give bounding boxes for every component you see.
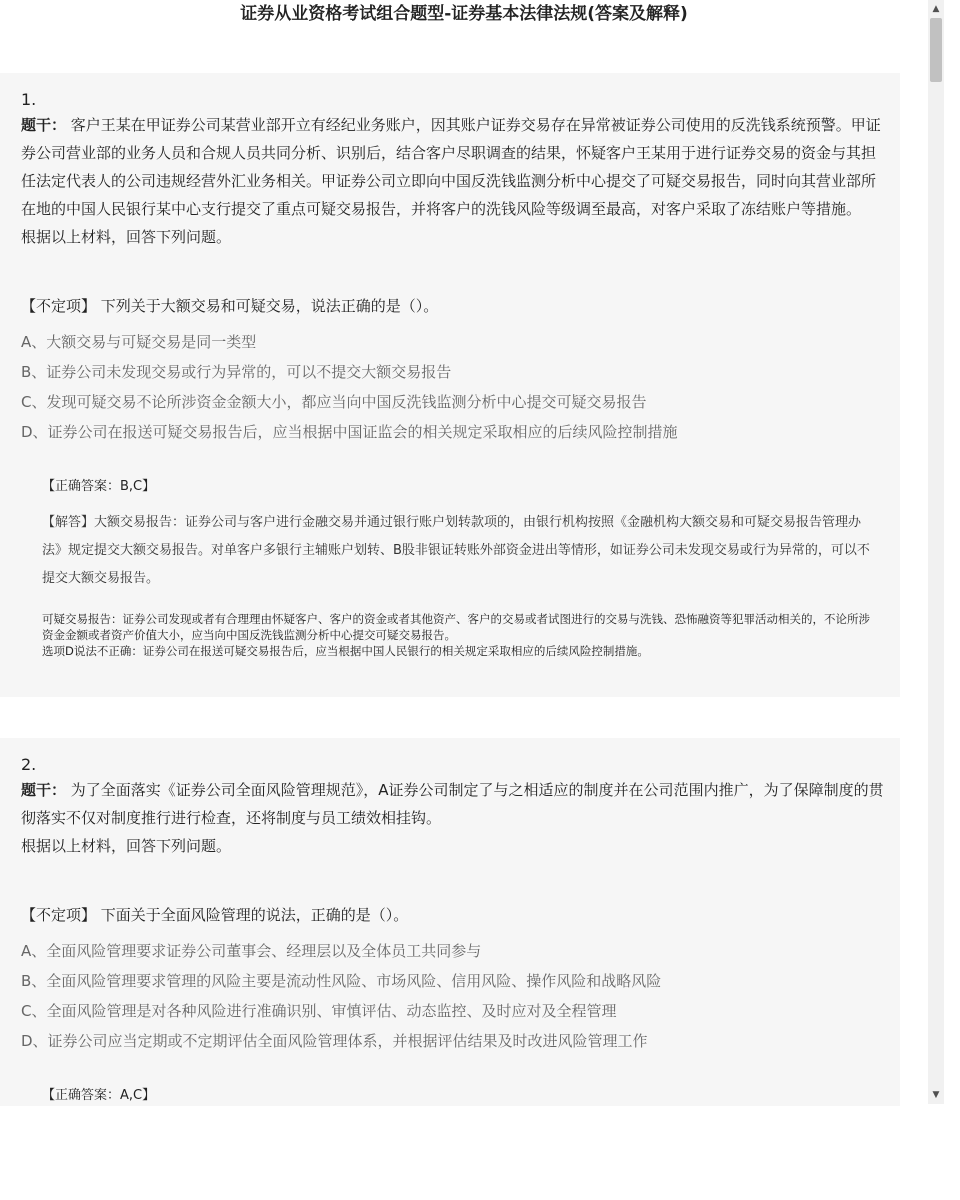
material-prompt: 根据以上材料，回答下列问题。 <box>21 837 232 855</box>
question-stem <box>21 111 886 223</box>
stem-text: 客户王某在甲证券公司某营业部开立有经纪业务账户，因其账户证券交易存在异常被证券公司使用的反洗钱系统预警。甲证券公司营业部的业务人员和合规人员共同分析、识别后，结合客户尽职调查的结果，怀疑客户王某用于进行证券交易的资金与其担任法定代表人的公司违规经营外汇业务相关。甲证券公司立即向中国反洗钱监测分析中心提交了可疑交易报告，同时向其营业部所在地的中国人民银行某中心支行提交了重点可疑交易报告，并将客户的洗钱风险等级调至最高，对客户采取了冻结账户等措施。 <box>21 116 881 218</box>
scroll-down-icon[interactable]: ▼ <box>932 1090 940 1100</box>
correct-answer: 【正确答案：B,C】 <box>42 479 156 494</box>
scroll-up-icon[interactable]: ▲ <box>932 4 940 14</box>
option-c[interactable]: C、发现可疑交易不论所涉资金金额大小，都应当向中国反洗钱监测分析中心提交可疑交易报告 <box>21 393 647 411</box>
page-title: 证券从业资格考试组合题型-证券基本法律法规(答案及解释) <box>240 4 688 24</box>
material-prompt: 根据以上材料，回答下列问题。 <box>21 228 232 246</box>
option-b[interactable]: B、证券公司未发现交易或行为异常的，可以不提交大额交易报告 <box>21 363 452 381</box>
question-stem <box>21 776 886 832</box>
stem-text: 为了全面落实《证券公司全面风险管理规范》，A证券公司制定了与之相适应的制度并在公司范围内推广，为了保障制度的贯彻落实不仅对制度推行进行检查，还将制度与员工绩效相挂钩。 <box>21 781 884 827</box>
option-c[interactable]: C、全面风险管理是对各种风险进行准确识别、审慎评估、动态监控、及时应对及全程管理 <box>21 1002 617 1020</box>
explanation-extra <box>42 611 876 659</box>
stem-label: 题干： <box>21 116 67 134</box>
question-card <box>0 73 900 697</box>
correct-answer: 【正确答案：A,C】 <box>42 1088 156 1103</box>
question-type-label: 【不定项】 下面关于全面风险管理的说法，正确的是（）。 <box>21 906 409 924</box>
stem-label: 题干： <box>21 781 67 799</box>
option-d[interactable]: D、证券公司应当定期或不定期评估全面风险管理体系，并根据评估结果及时改进风险管理工作 <box>21 1032 648 1050</box>
explanation: 【解答】大额交易报告：证券公司与客户进行金融交易并通过银行账户划转款项的，由银行机构按照《金融机构大额交易和可疑交易报告管理办法》规定提交大额交易报告。对单客户多银行主辅账户划转、B股非银证转账外部资金进出等情形，如证券公司未发现交易或行为异常的，可以不提交大额交易报告。 <box>42 515 870 586</box>
question-number: 1. <box>21 90 37 109</box>
question-number: 2. <box>21 755 37 774</box>
option-b[interactable]: B、全面风险管理要求管理的风险主要是流动性风险、市场风险、信用风险、操作风险和战略风险 <box>21 972 662 990</box>
option-a[interactable]: A、全面风险管理要求证券公司董事会、经理层以及全体员工共同参与 <box>21 942 482 960</box>
question-type-label: 【不定项】 下列关于大额交易和可疑交易，说法正确的是（）。 <box>21 297 439 315</box>
explanation-extra-line: 选项D说法不正确：证券公司在报送可疑交易报告后，应当根据中国人民银行的相关规定采取相应的后续风险控制措施。 <box>42 644 649 658</box>
option-d[interactable]: D、证券公司在报送可疑交易报告后，应当根据中国证监会的相关规定采取相应的后续风险控制措施 <box>21 423 678 441</box>
option-a[interactable]: A、大额交易与可疑交易是同一类型 <box>21 333 257 351</box>
explanation-extra-line: 可疑交易报告：证券公司发现或者有合理理由怀疑客户、客户的资金或者其他资产、客户的交易或者试图进行的交易与洗钱、恐怖融资等犯罪活动相关的，不论所涉资金金额或者资产价值大小，应当向中国反洗钱监测分析中心提交可疑交易报告。 <box>42 612 870 642</box>
vertical-scrollbar[interactable] <box>928 0 944 1104</box>
scroll-thumb[interactable] <box>930 18 942 82</box>
question-card <box>0 738 900 1106</box>
